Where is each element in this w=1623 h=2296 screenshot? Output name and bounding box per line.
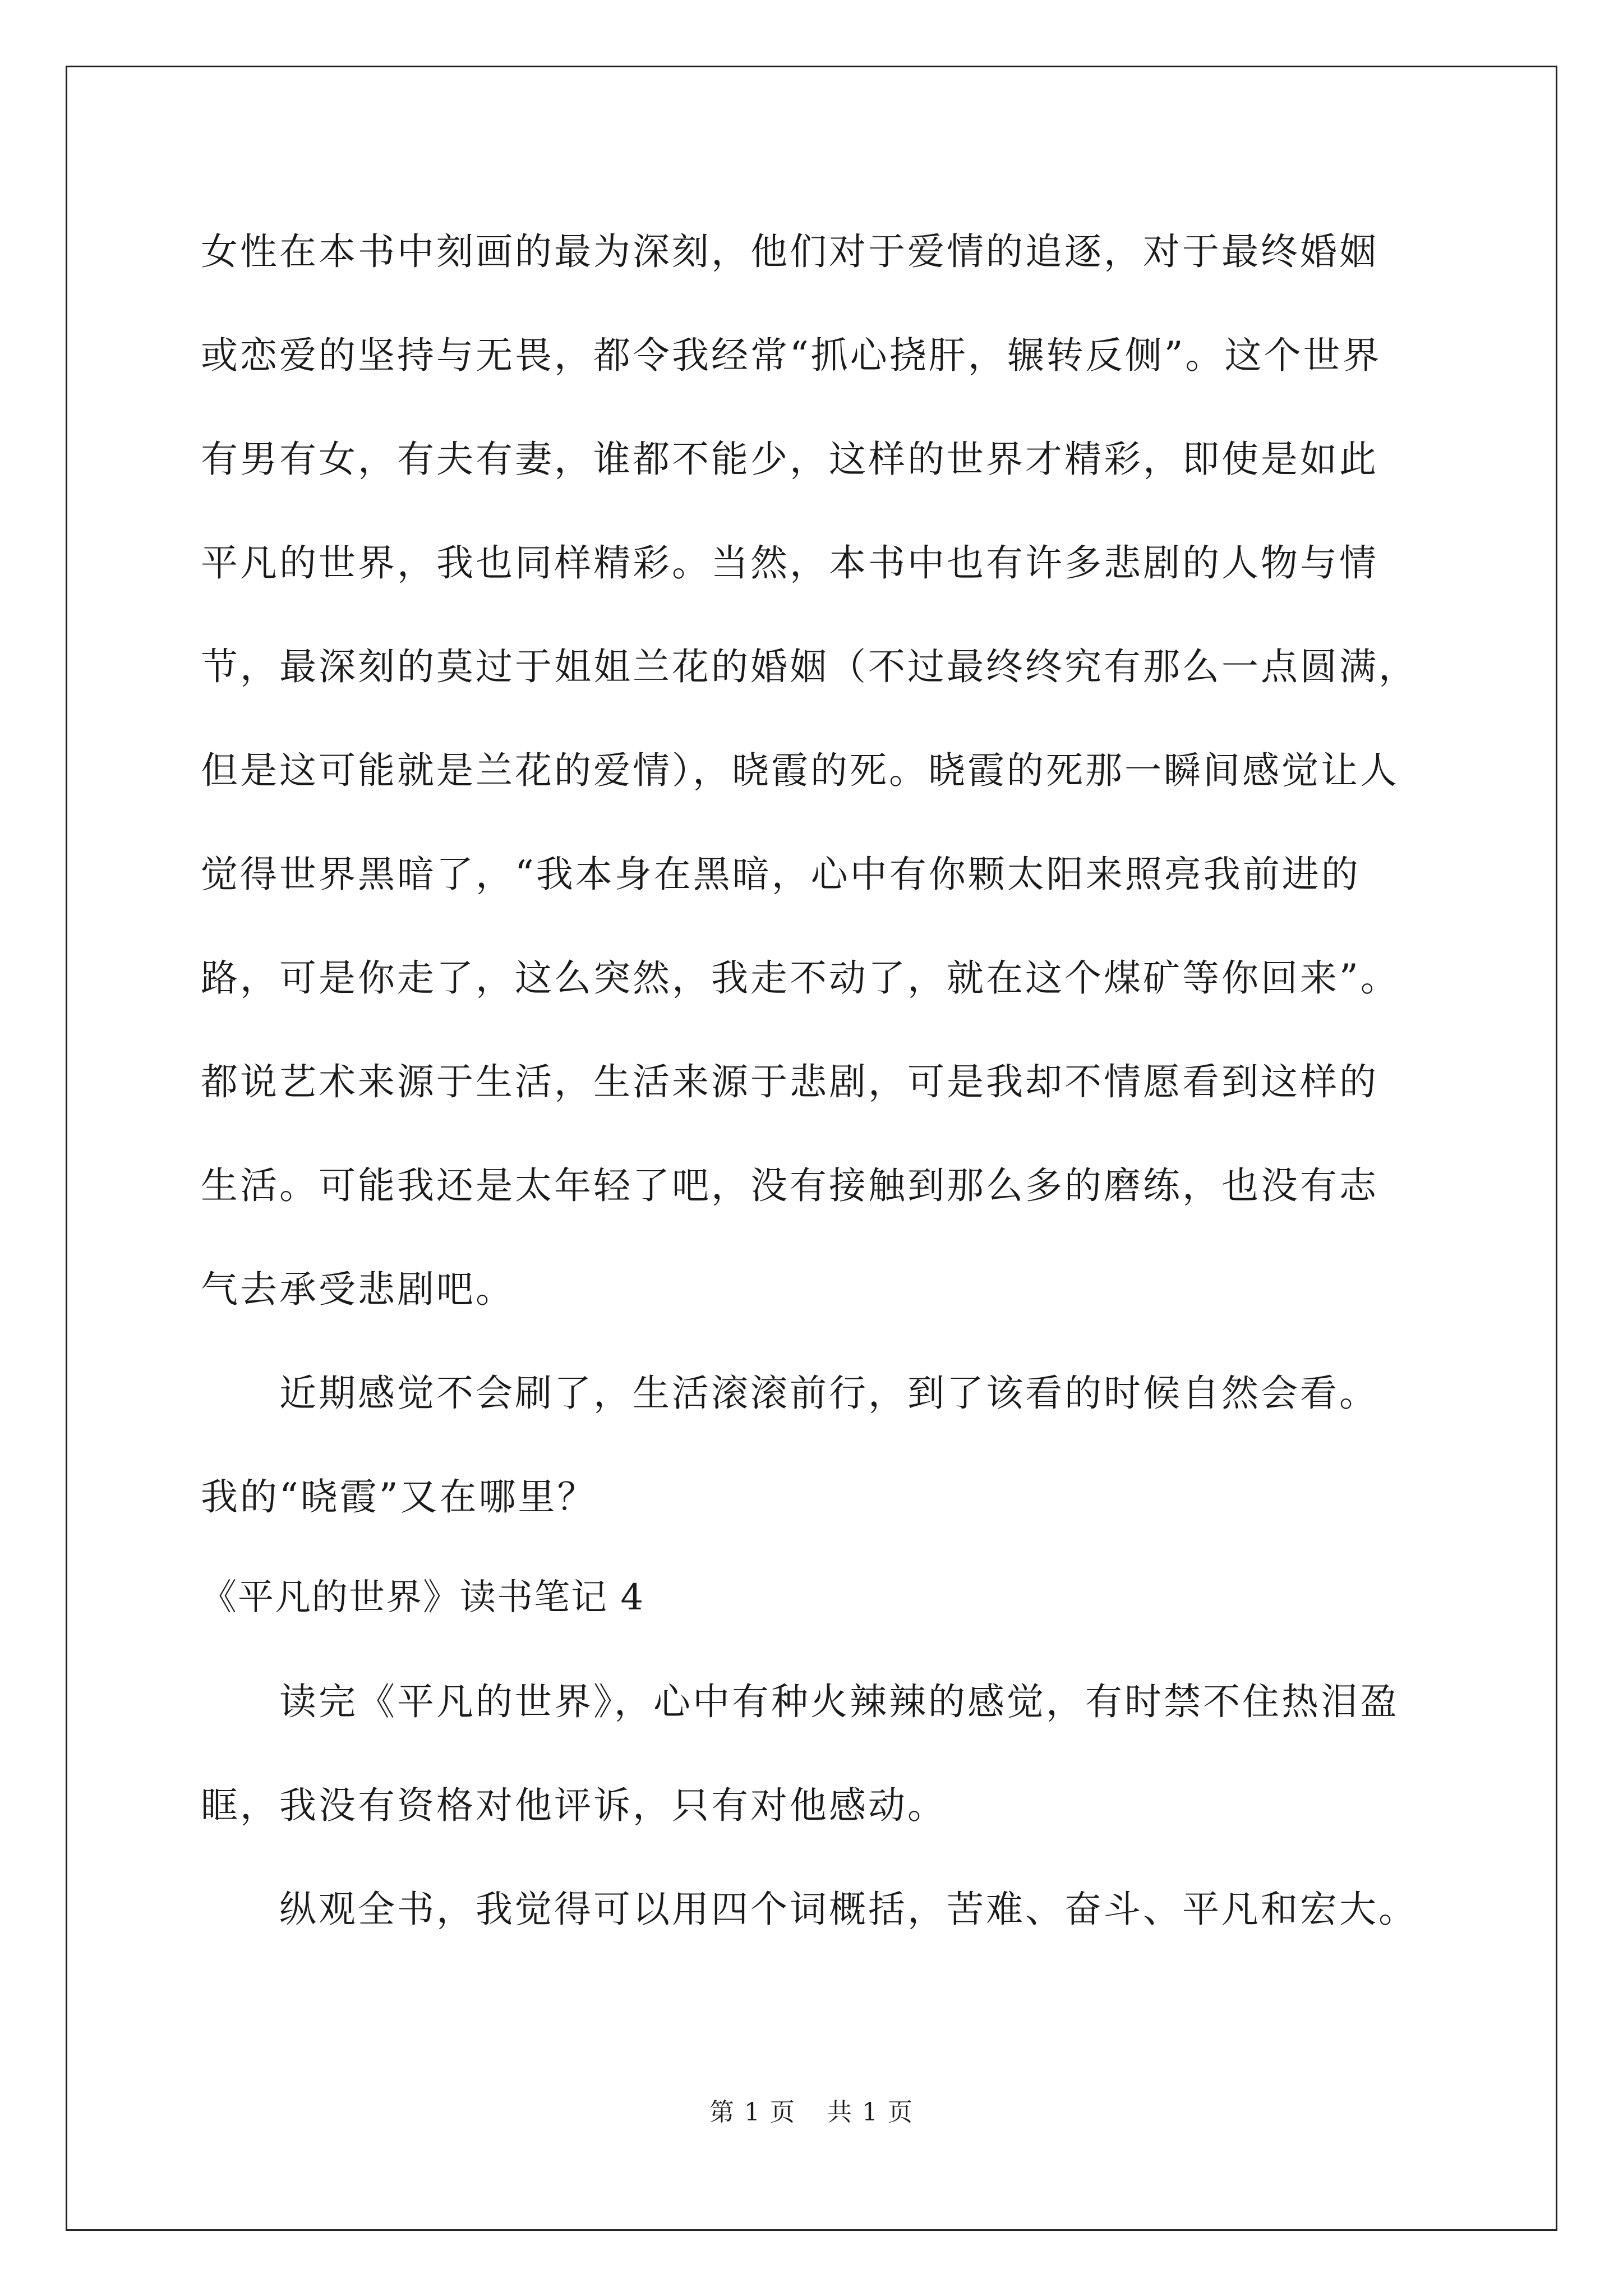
body-text-line: 或恋爱的坚持与无畏，都令我经常“抓心挠肝，辗转反侧”。这个世界 bbox=[201, 334, 1382, 377]
body-text-line: 有男有女，有夫有妻，谁都不能少，这样的世界才精彩，即使是如此 bbox=[201, 438, 1378, 481]
paragraph-first-line: 纵观全书，我觉得可以用四个词概括，苦难、奋斗、平凡和宏大。 bbox=[279, 1888, 1418, 1931]
page-number: 第 1 页 bbox=[709, 2098, 796, 2127]
page-total: 共 1 页 bbox=[827, 2098, 914, 2127]
body-text-line: 眶，我没有资格对他评诉，只有对他感动。 bbox=[201, 1784, 947, 1827]
paragraph-first-line: 近期感觉不会刷了，生活滚滚前行，到了该看的时候自然会看。 bbox=[279, 1372, 1378, 1415]
body-text-line: 都说艺术来源于生活，生活来源于悲剧，可是我却不情愿看到这样的 bbox=[201, 1060, 1378, 1103]
body-text-line: 女性在本书中刻画的最为深刻，他们对于爱情的追逐，对于最终婚姻 bbox=[201, 230, 1378, 273]
body-text-line: 气去承受悲剧吧。 bbox=[201, 1268, 515, 1311]
body-text-line: 路，可是你走了，这么突然，我走不动了，就在这个煤矿等你回来”。 bbox=[201, 956, 1400, 1000]
body-text-line: 觉得世界黑暗了，“我本身在黑暗，心中有你颗太阳来照亮我前进的 bbox=[201, 853, 1361, 896]
body-text-line: 但是这可能就是兰花的爱情），晓霞的死。晓霞的死那一瞬间感觉让人 bbox=[201, 749, 1399, 792]
page-footer bbox=[0, 2097, 1623, 2128]
body-text-line: 平凡的世界，我也同样精彩。当然，本书中也有许多悲剧的人物与情 bbox=[201, 541, 1378, 585]
section-heading: 《平凡的世界》读书笔记 4 bbox=[201, 1577, 645, 1618]
body-text-line: 节，最深刻的莫过于姐姐兰花的婚姻（不过最终终究有那么一点圆满， bbox=[201, 645, 1418, 688]
body-text-line: 生活。可能我还是太年轻了吧，没有接触到那么多的磨练，也没有志 bbox=[201, 1164, 1378, 1207]
paragraph-first-line: 读完《平凡的世界》，心中有种火辣辣的感觉，有时禁不住热泪盈 bbox=[279, 1680, 1399, 1723]
body-text-line: 我的“晓霞”又在哪里？ bbox=[201, 1475, 597, 1519]
